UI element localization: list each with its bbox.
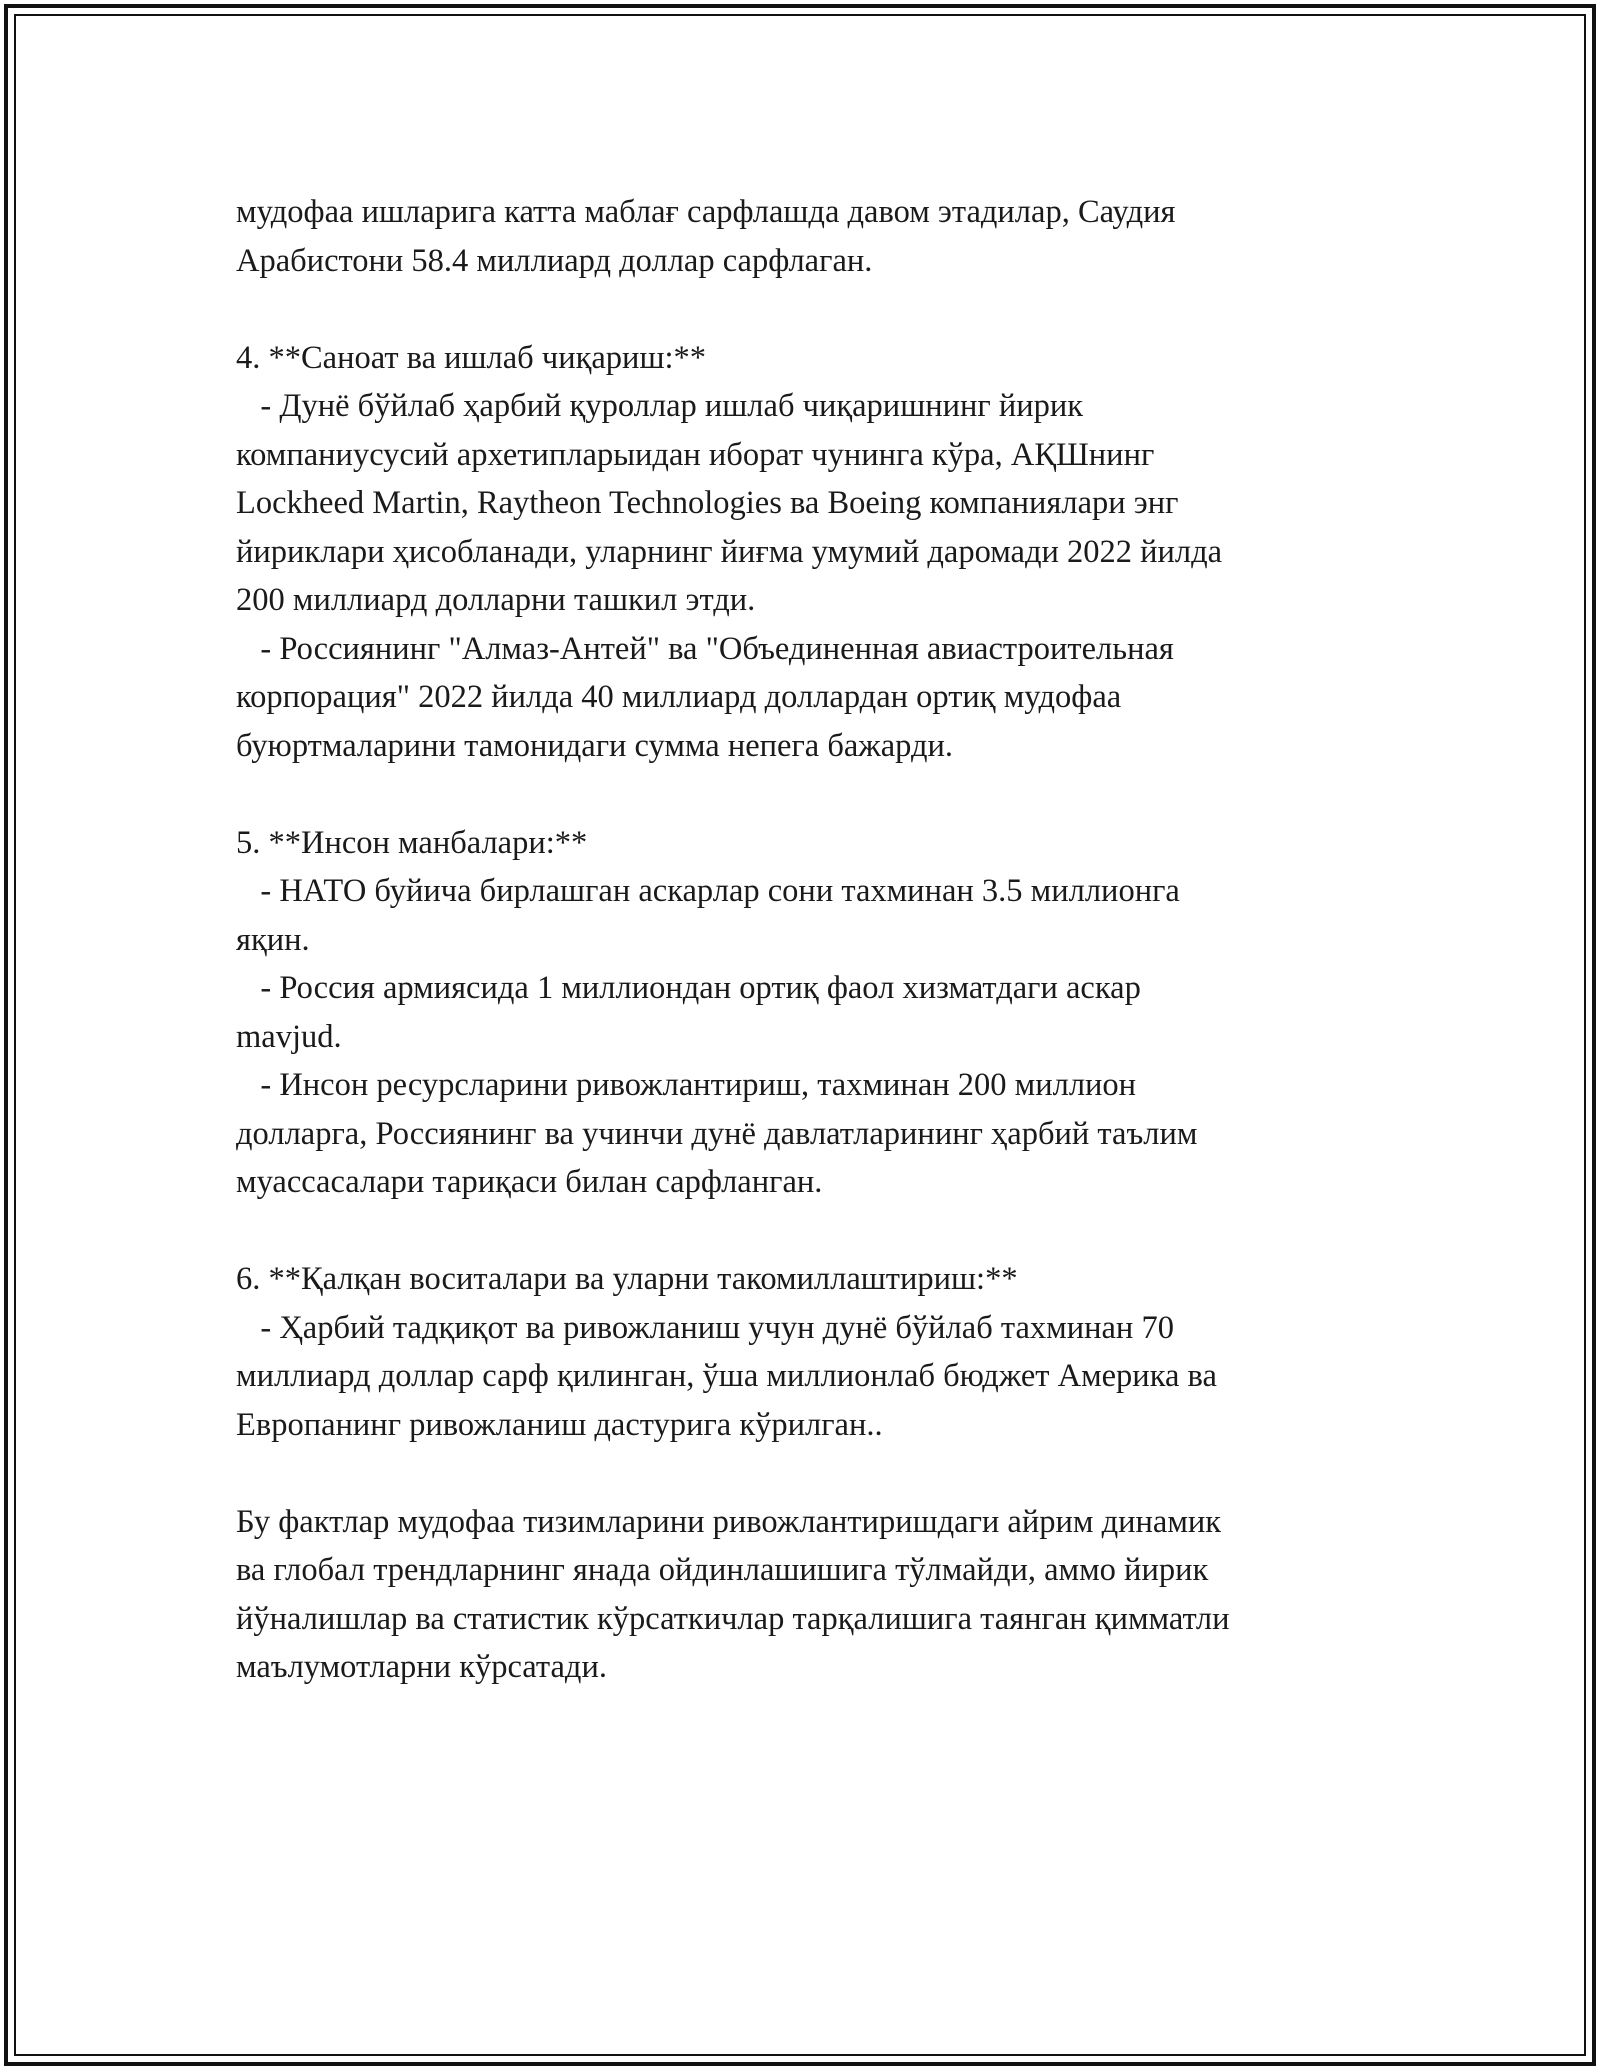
text-line: компаниусусий архетипларыидан иборат чунинга кўра, АҚШнинг <box>236 436 1155 473</box>
text-line: маълумотларни кўрсатади. <box>236 1649 607 1685</box>
text-line: - НАТО буйича бирлашган аскарлар сони тахминан 3.5 миллионга <box>236 873 1180 909</box>
section-4-heading: 4. **Саноат ва ишлаб чиқариш:** <box>236 339 706 376</box>
text-line: йўналишлар ва статистик кўрсаткичлар тарқалишига таянган қимматли <box>236 1600 1230 1637</box>
paragraph-gap <box>236 770 1386 819</box>
section-5 <box>236 819 1386 1207</box>
section-6-heading: 6. **Қалқан воситалари ва уларни такомиллаштириш:** <box>236 1261 1018 1297</box>
text-line: ва глобал трендларнинг янада ойдинлашишига тўлмайди, аммо йирик <box>236 1552 1209 1588</box>
text-line: мудофаа ишларига катта маблағ сарфлашда давом этадилар, Саудия <box>236 194 1176 230</box>
text-line: муассасалари тариқаси билан сарфланган. <box>236 1164 823 1200</box>
text-line: 200 миллиард долларни ташкил этди. <box>236 582 756 618</box>
text-line: Lockheed Martin, Raytheon Technologies ва Boeing компаниялари энг <box>236 485 1179 521</box>
text-line: - Россиянинг "Алмаз-Антей" ва "Объединенная авиастроительная <box>236 630 1174 667</box>
paragraph-gap <box>236 1207 1386 1256</box>
text-line: - Россия армиясида 1 миллиондан ортиқ фаол хизматдаги аскар <box>236 970 1141 1006</box>
section-4 <box>236 334 1386 771</box>
text-line: корпорация" 2022 йилда 40 миллиард доллардан ортиқ мудофаа <box>236 679 1122 715</box>
text-line: mavjud. <box>236 1018 342 1055</box>
text-line: долларга, Россиянинг ва учинчи дунё давлатларининг ҳарбий таълим <box>236 1115 1198 1152</box>
text-line: буюртмаларини тамонидаги сумма непега бажарди. <box>236 727 954 764</box>
text-line: - Дунё бўйлаб ҳарбий қуроллар ишлаб чиқаришнинг йирик <box>236 388 1084 424</box>
text-line: Европанинг ривожланиш дастурига кўрилган.. <box>236 1406 883 1443</box>
text-line: миллиард доллар сарф қилинган, ўша миллионлаб бюджет Америка ва <box>236 1358 1217 1394</box>
text-line: яқин. <box>236 921 310 958</box>
text-line: - Ҳарбий тадқиқот ва ривожланиш учун дунё бўйлаб тахминан 70 <box>236 1309 1174 1346</box>
section-5-heading: 5. **Инсон манбалари:** <box>236 824 588 861</box>
intro-paragraph <box>236 188 1386 285</box>
paragraph-gap <box>236 285 1386 334</box>
paragraph-gap <box>236 1449 1386 1498</box>
text-line: - Инсон ресурсларини ривожлантириш, тахминан 200 миллион <box>236 1067 1137 1103</box>
text-line: йириклари ҳисобланади, уларнинг йиғма умумий даромади 2022 йилда <box>236 533 1223 570</box>
section-6 <box>236 1255 1386 1449</box>
document-body <box>236 188 1386 1692</box>
conclusion-paragraph <box>236 1498 1386 1692</box>
text-line: Бу фактлар мудофаа тизимларини ривожлантиришдаги айрим динамик <box>236 1503 1222 1540</box>
text-line: Арабистони 58.4 миллиард доллар сарфлаган. <box>236 242 873 279</box>
